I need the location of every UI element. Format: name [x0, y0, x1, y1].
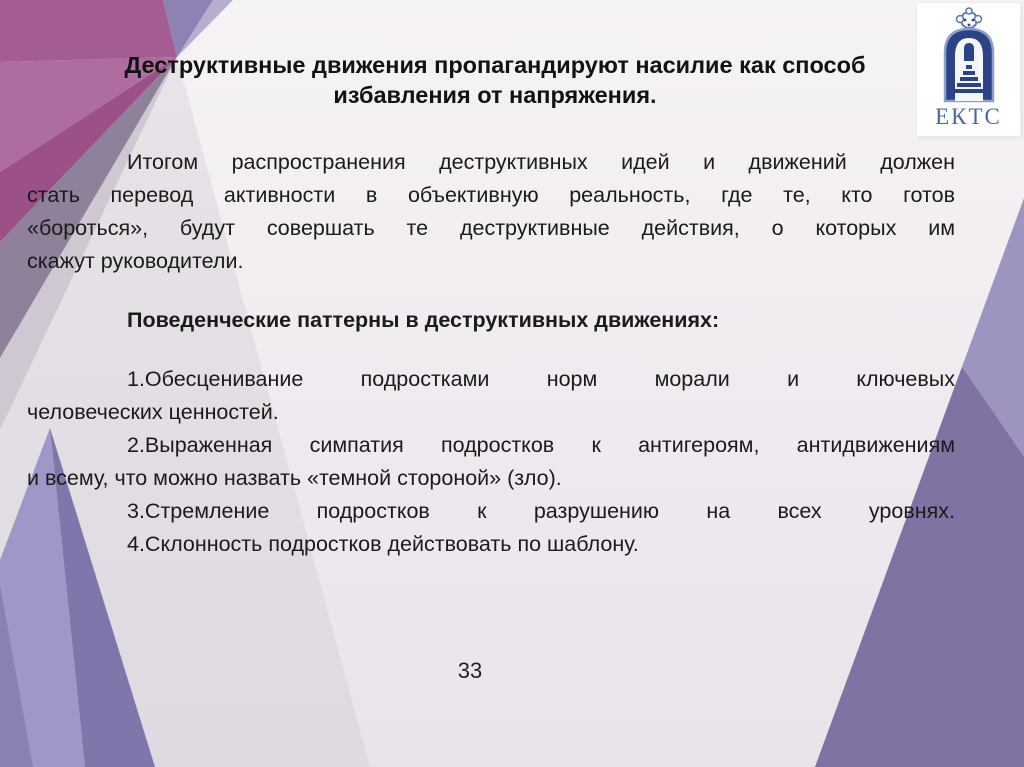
pattern-item-3: 3.Стремление подростков к разрушению на всех уровнях. [127, 499, 955, 523]
body-line: стать перевод активности в объективную реальность, где те, кто готов [27, 183, 955, 207]
logo-text: ЕКТС [935, 104, 1002, 129]
slide-title: Деструктивные движения пропагандируют насилие как способ избавления от напряжения. [124, 52, 866, 108]
body-line: Итогом распространения деструктивных идей и движений должен [127, 150, 955, 174]
body-line: «бороться», будут совершать те деструктивные действия, о которых им [27, 216, 955, 240]
arch-pyramid-crown-emblem-icon [934, 7, 1004, 103]
pattern-item-1-cont: человеческих ценностей. [27, 400, 279, 424]
pattern-item-1: 1.Обесценивание подростками норм морали и ключевых [127, 367, 955, 391]
pattern-item-2: 2.Выраженная симпатия подростков к антигероям, антидвижениям [127, 433, 955, 457]
ektc-logo [917, 3, 1020, 136]
body-line: скажут руководители. [27, 249, 244, 273]
patterns-heading: Поведенческие паттерны в деструктивных движениях: [127, 308, 720, 332]
slide-body [27, 146, 955, 561]
pattern-item-4: 4.Склонность подростков действовать по шаблону. [127, 532, 639, 556]
pattern-item-2-cont: и всему, что можно назвать «темной стороной» (зло). [27, 466, 562, 490]
page-number: 33 [457, 658, 483, 683]
